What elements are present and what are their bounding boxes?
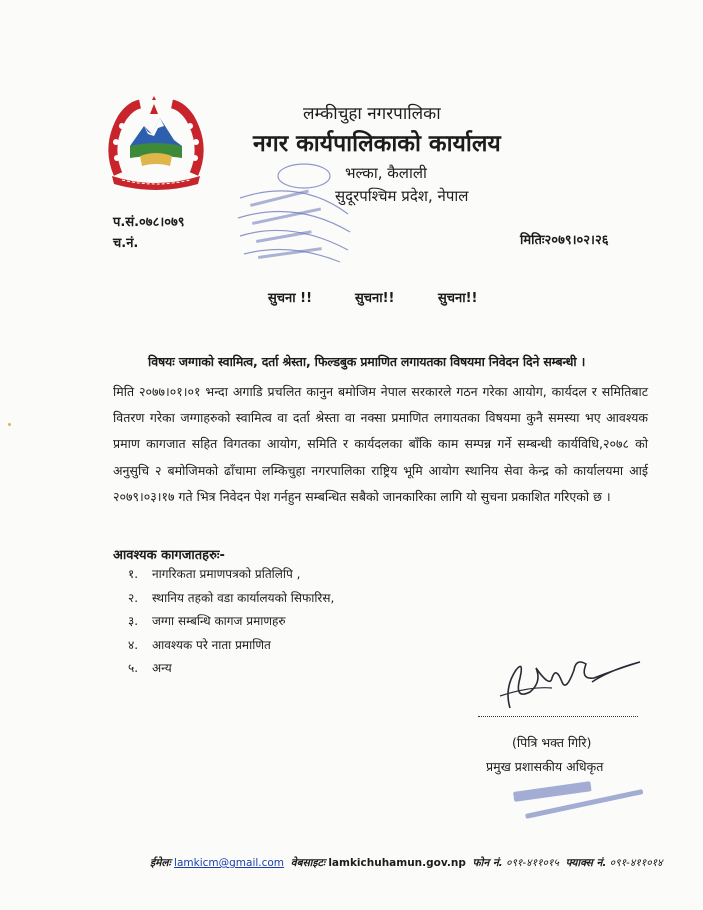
phone-number: ०९१-४११०१५	[506, 857, 559, 869]
phone-label: फोन नं.	[472, 857, 503, 869]
handwritten-signature	[490, 648, 650, 718]
fax-number: ०९१-४११०१४	[609, 857, 663, 869]
address-line-2: सुदूरपश्चिम प्रदेश, नेपाल	[335, 187, 469, 205]
list-item: १. नागरिकता प्रमाणपत्रको प्रतिलिपि ,	[128, 567, 301, 581]
list-item: ४. आवश्यक परे नाता प्रमाणित	[128, 637, 271, 652]
letterhead-footer	[150, 856, 663, 870]
signatory-title: प्रमुख प्रशासकीय अधिकृत	[486, 759, 604, 774]
letter-reference-number: प.सं.०७८।०७९	[113, 215, 185, 230]
required-documents-list	[128, 565, 334, 683]
nepal-emblem-icon	[100, 96, 212, 192]
list-item: २. स्थानिय तहको वडा कार्यालयको सिफारिस,	[128, 590, 335, 605]
subject-line: विषयः जग्गाको स्वामित्व, दर्ता श्रेस्ता, फिल्डबुक प्रमाणित लगायतका विषयमा निवेदन दिने सम्बन्धी ।	[148, 354, 586, 369]
email-label: ईमेलः	[150, 857, 171, 869]
notice-heading-1: सुचना !!	[268, 291, 313, 306]
address-line-1: भल्का, कैलाली	[345, 164, 427, 182]
municipality-name: लम्कीचुहा नगरपालिका	[303, 104, 441, 124]
paper-speck	[8, 423, 11, 426]
notice-heading-2: सुचना!!	[355, 291, 395, 306]
required-documents-title: आवश्यक कागजातहरुः-	[113, 548, 225, 563]
website-url[interactable]: lamkichuhamun.gov.np	[328, 857, 466, 869]
office-stamp	[230, 158, 360, 268]
signatory-name: (पित्रि भक्त गिरि)	[512, 735, 592, 750]
officer-name-stamp	[505, 770, 665, 840]
fax-label: फ्याक्स नं.	[565, 857, 607, 869]
notice-heading-3: सुचना!!	[438, 291, 478, 306]
list-item: ५. अन्य	[128, 661, 172, 675]
letter-date: मितिः२०७९।०२।२६	[520, 233, 609, 248]
list-item: ३. जग्गा सम्बन्धि कागज प्रमाणहरु	[128, 614, 286, 628]
dispatch-number: च.नं.	[113, 236, 139, 251]
signature-line	[478, 716, 638, 717]
email-link[interactable]: lamkicm@gmail.com	[174, 857, 285, 869]
office-title: नगर कार्यपालिकाको कार्यालय	[253, 131, 501, 157]
notice-body: मिति २०७७।०१।०१ भन्दा अगाडि प्रचलित कानुन बमोजिम नेपाल सरकारले गठन गरेका आयोग, कार्यदल र समितिबाट वितरण गरेका जग्गाहरुको स्वामित्व वा दर्ता श्रेस्ता वा नक्सा प्रमाणित लगायतका विषयमा कुनै समस्या भए आवश्यक प्रमाण कागजात सहित विगतका आयोग, समिति र कार्यदलका बाँकि काम सम्पन्न गर्ने सम्बन्धी कार्यविधि,२०७८ को अनुसुचि २ बमोजिमको ढाँचामा लम्किचुहा नगरपालिका राष्ट्रिय भूमि आयोग स्थानिय सेवा केन्द्र को कार्यालयमा आई २०७९।०३।१७ गते भित्र निवेदन पेश गर्नहुन सम्बन्धित सबैको जानकारिका लागि यो सुचना प्रकाशित गरिएको छ ।	[113, 384, 648, 504]
website-label: वेबसाइटः	[290, 857, 325, 869]
